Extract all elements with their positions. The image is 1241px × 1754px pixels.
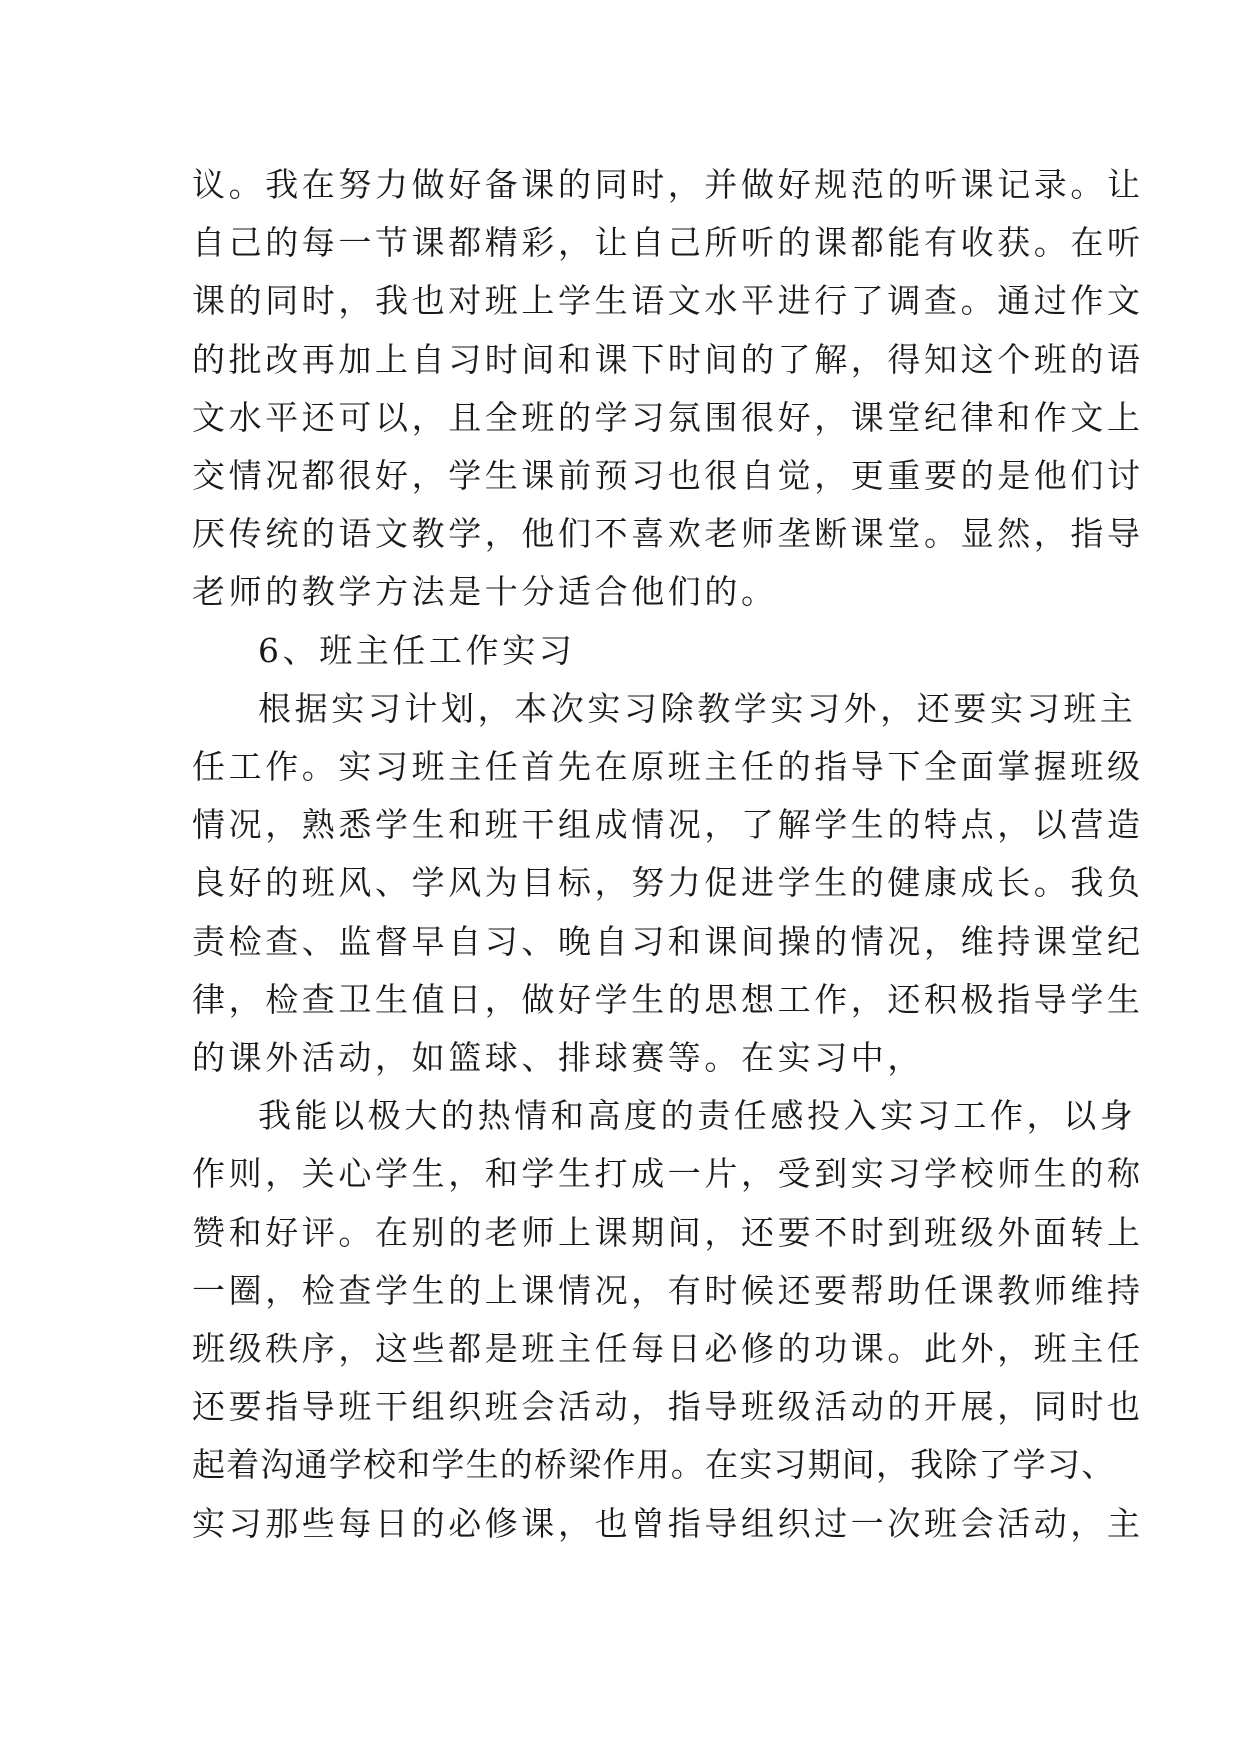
text-line: 的课外活动，如篮球、排球赛等。在实习中， <box>192 1038 924 1078</box>
text-line: 任工作。实习班主任首先在原班主任的指导下全面掌握班级 <box>192 747 1144 787</box>
text-line: 课的同时，我也对班上学生语文水平进行了调查。通过作文 <box>192 281 1144 321</box>
text-line: 一圈，检查学生的上课情况，有时候还要帮助任课教师维持 <box>192 1270 1144 1310</box>
text-line: 班级秩序，这些都是班主任每日必修的功课。此外，班主任 <box>192 1329 1144 1369</box>
text-line: 起着沟通学校和学生的桥梁作用。在实习期间，我除了学习、 <box>192 1445 1116 1485</box>
text-line: 老师的教学方法是十分适合他们的。 <box>192 572 778 612</box>
heading-text: 6、班主任工作实习 <box>258 630 576 670</box>
text-line: 我能以极大的热情和高度的责任感投入实习工作，以身 <box>258 1096 1137 1136</box>
body-text <box>192 156 1144 1553</box>
text-line: 交情况都很好，学生课前预习也很自觉，更重要的是他们讨 <box>192 456 1144 496</box>
text-line: 文水平还可以，且全班的学习氛围很好，课堂纪律和作文上 <box>192 397 1144 437</box>
paragraph-class-teacher-plan <box>192 680 1144 1087</box>
text-line: 实习那些每日的必修课，也曾指导组织过一次班会活动，主 <box>192 1503 1144 1543</box>
paragraph-teaching-notes <box>192 156 1144 622</box>
text-line: 责检查、监督早自习、晚自习和课间操的情况，维持课堂纪 <box>192 921 1144 961</box>
section-heading <box>192 622 1056 680</box>
text-line: 还要指导班干组织班会活动，指导班级活动的开展，同时也 <box>192 1387 1144 1427</box>
text-line: 情况，熟悉学生和班干组成情况，了解学生的特点，以营造 <box>192 805 1144 845</box>
text-line: 作则，关心学生，和学生打成一片，受到实习学校师生的称 <box>192 1154 1144 1194</box>
text-line: 根据实习计划，本次实习除教学实习外，还要实习班主 <box>258 688 1137 728</box>
text-line: 良好的班风、学风为目标，努力促进学生的健康成长。我负 <box>192 863 1144 903</box>
text-line: 议。我在努力做好备课的同时，并做好规范的听课记录。让 <box>192 165 1144 204</box>
text-line: 律，检查卫生值日，做好学生的思想工作，还积极指导学生 <box>192 979 1144 1019</box>
text-line: 自己的每一节课都精彩，让自己所听的课都能有收获。在听 <box>192 223 1144 263</box>
text-line: 的批改再加上自习时间和课下时间的了解，得知这个班的语 <box>192 339 1144 379</box>
paragraph-class-teacher-experience <box>192 1087 1144 1553</box>
text-line: 厌传统的语文教学，他们不喜欢老师垄断课堂。显然，指导 <box>192 514 1144 554</box>
text-line: 赞和好评。在别的老师上课期间，还要不时到班级外面转上 <box>192 1212 1144 1252</box>
